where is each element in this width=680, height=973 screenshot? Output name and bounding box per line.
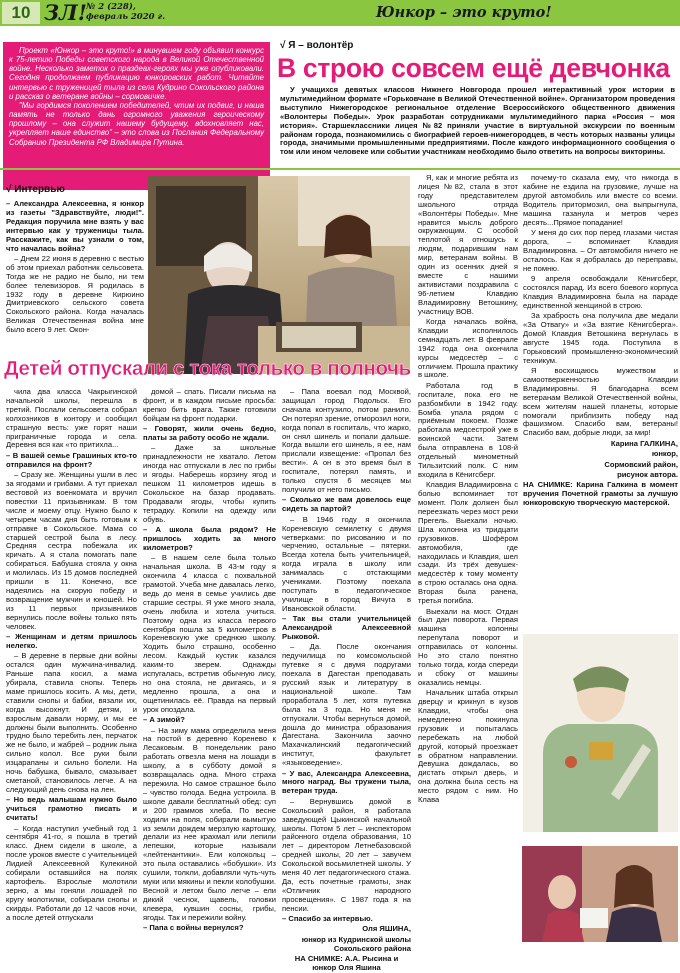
newspaper-logo: ЗЛ! (44, 0, 87, 25)
award-photo (522, 846, 678, 942)
article1-lead (280, 86, 675, 157)
question: – Папа с войны вернулся? (143, 922, 244, 932)
header-slogan: Юнкор – это круто! (376, 4, 552, 21)
question: – Так вы стали учительницей Александрой Алексеевной Рыжовой. (282, 614, 411, 641)
intro-paragraph: "Мы гордимся поколением победителей, чтим их подвиг, и наша память не только дань огромного уважения героическому прошлому – она служит нашему будущему, вдохновляет нас, укрепляет наше единство" – это слова из Послания Федеральному Собранию Президента РФ Владимира Путина. (9, 100, 264, 147)
article1-title: В строю совсем ещё девчонка (277, 53, 670, 83)
paragraph: – Папа воевал под Москвой, защищал город Подольск. Его сначала контузило, потом ранило. Он потерял зрение, отморозил ноги, когда попал в госпиталь, что жарко, он снял шинель и попали дальше. Когда вышли его шинель, я ее, нам прислали извещение: «Пропал без вести». А он в это время был в госпитале, потерял память, и только спустя 6 месяцев мы получили от него письмо. (282, 387, 411, 494)
question: – В вашей семье Грашиных кто-то отправился на фронт? (6, 450, 137, 469)
question: – Говорят, жили очень бедно, платы за работу особо не ждали. (143, 424, 276, 443)
author-drawing (523, 634, 678, 832)
paragraph: Клавдия Владимировна с болью вспоминает тот момент. Полк должен был переезжать через мост реки Прегель. Выехали ночью. Шла колонна из тридцати грузовиков. Шофёром автомобиля, где находилась и Клавдия, шел сзади. Из трёх девушек-медсестёр к тому моменту в строю осталась она одна. Вторая была ранена, третья погибла. (418, 480, 518, 606)
article2-intro-column (6, 200, 144, 354)
article2-rubric: √ Интервью (6, 184, 65, 195)
article2-column-1 (6, 388, 137, 941)
question: – Но ведь малышам нужно было учиться грамотно писать и считать! (6, 795, 137, 823)
paragraph: чила два класса Чакрыгинской начальной школы, перешла в третий. Послали сельсовета собрал колхозников в контору и сообщил страшную весть: уже горят наши приграничные города и села. Деревня вся как «то притихла... (6, 387, 137, 450)
paragraph: Я восхищаюсь мужеством и самоотверженностью Клавдии Владимировны. Я благодарна всем ветеранам Великой Отечественной войны, всем жителям нашей планеты, которые помогали приблизить победу над фашизмом. Спасибо вам, ветераны! Спасибо вам, добрые люди, за мир! (523, 366, 678, 438)
paragraph: – В нашем селе была только начальная школа. В 43-м году я окончила 4 класса с похвальной грамотой. Учеба мне давалась легко, ведь до меня в семье учились две старшие сестры. Я уже много знала, очень любила и хотела учиться. Поэтому одна из класса первого сентября пошла за 5 километров в Кореневскую уже среднюю школу. Ходить было страшно, особенно лесом. Каждый кустик казался каким-то зверем. Однажды испугалась, встретив обычную лису, но она стояла, не двигаясь, и я медленно прошла, а она и ощетинилась её. Правда на первый урок опоздала. (143, 553, 276, 714)
article1-column-a (418, 174, 518, 941)
question: – У вас, Александра Алексеевна, много наград. Вы тружени тыла, ветеран труда. (282, 768, 411, 796)
interview-photo (148, 176, 410, 374)
signature: НА СНИМКЕ: А.А. Рысина и юнкор Оля Яшина (294, 954, 399, 973)
paragraph: – На зиму мама определила меня на постой в деревню Коренево к Лесаковым. В понедельник рано работать отвезла меня на лошади в школу, а в субботу домой я возвращалась одна. Много страха пережила. Но самое страшное было – чувство голода. Бедна устроила. В школе давали бесплатный обед: суп и 200 граммов хлеба. По весне ходили на поля, собирали вымытую из земли дождем мерзлую картошку, делали из нее крахмал или лепили лепешки, которые называли «лейтенантики». Ели колокольц – это пыла оставались «бобушки». Из сушили, толкли, добавляли чуть-чуть муки или мякины и пекли колобушки. Весной и летом было легче – ели дикий чеснок, щавель, головки клевера, кувшин сосны, грибы, ягоды. Так и пережили войну. (143, 725, 276, 922)
paragraph: – Днем 22 июня в деревню с вестью об этом приехал работник сельсовета. Тогда же не радио не было, ни тем более телевизоров. Я родилась в 1932 году в деревне Кирюино Дмитриевского сельского совета Сокольского района. Когда началась Великая Отечественная война мне было всего 9 лет. Окон- (6, 253, 144, 335)
intro-paragraph: Проект «Юнкор – это круто!» в минувшем году объявил конкурс к 75-летию Победы советского народа в Великой Отечественной войне. Несколько заметок о праздеах-героях мы уже опубликовали. Сегодня продолжаем публикацию юнкоровских работ. Читайте интервью с труженицей тыла из села Кудрино Сокольского района и рассказ о ветеране войны – сормовичке. (9, 46, 264, 101)
paragraph: 9 апреля освобождали Кёнигсберг, состоялся парад. Из всего боевого корпуса Клавдия Владимировна была на параде единственной женщиной в строю. (523, 273, 678, 310)
signature: Карина ГАЛКИНА, (610, 438, 678, 448)
question: – Спасибо за интервью. (282, 914, 373, 924)
paragraph: – В деревне в первые дни войны остался один мужчина-инвалид. Раньше папа косил, а мама убирала, ставила снопы. Теперь маме пришлось косить. А мы, дети, ставили снопы и бабки, вязали их, когда высохнут. И детям, и взрослым давали норму, и мы ее должны были выполнить. Особенно трудно было теребить лен, перчаток же не было, и жабрей – родник лыка сильно колол. Все руки были изцарапаны и сильно болели. На ночь бабушка, бывало, смазывает сметаной, становилось легче. А на следующий день снова на лен. (6, 651, 137, 794)
page-number: 10 (2, 2, 40, 24)
article2-title: Детей отпускали с тока только в полночь (4, 357, 411, 380)
question: – А школа была рядом? Не пришлось ходить за много километров? (143, 525, 276, 552)
paragraph: – В 1946 году я окончила Кореневскую семилетку с двумя четверками: по рисованию и по черчению, остальные – пятерки. Всегда хотела быть учительницей, когда играла в школу или занималась с отстающими учениками. Поэтому поехала поступать в педагогическое училище в город Вичуга в Ивановской области. (282, 514, 411, 613)
issue-number: № 2 (228), (86, 2, 136, 12)
signature: юнкор из Кудринской школы Сокольского района (301, 934, 411, 953)
paragraph: Работала год в госпитале, пока его не разбомбили в 1942 году. Бомба упала рядом с приёмным покоем. Позже работала медсестрой уже в воинской части. Затем была отправлена в 108-й отдельный минометный Тильзитский полк. С ним входила в Кёнигсберг. (418, 380, 518, 479)
paragraph: Когда началась война, Клавдии исполнилось семнадцать лет. В феврале 1942 года она окончила курсы медсестёр – с отличием. Прошла практику в школе. (418, 317, 518, 380)
paragraph: Выехали на мост. Отдан был дан поворота. Первая машина колонны перепутала поворот и отправилась от колонны. Но это стало понятно только тогда, когда спереди и сбоку от машины оказались немцы. (418, 606, 518, 687)
paragraph: – Даже за школьные принадлежности не хватало. Летом иногда нас отпускали в лес по грибы и ягоды. Наберешь корзину ягод и пешком 11 километров идешь в Сокольское на базар продавать. Продавали ягоды, чтобы купить тетрадку. Копили на одежду или обувь. (143, 443, 276, 524)
signature: юнкор, (651, 449, 678, 459)
paragraph: – Когда наступил учебный год 1 сентября 41-го, я пошла в третий класс. Днем сидели в школе, а после уроков вместе с учительницей Лидией Алексеевной Кулекиной собирали оставшийся на полях картофель. Взрослые молотили зерно, а мы гоняли лошадей по кругу молотилки, собирали снопы и скирды. Работали до 12 часов ночи, а после детей отпускали (6, 823, 137, 922)
paragraph: домой – спать. Писали письма на фронт, и в каждом письме просьба: крепко бить врага. Также готовили бойцам на фронт подарки. (143, 387, 276, 423)
signature: Сормовский район, (604, 459, 678, 469)
paragraph: Я, как и многие ребята из лицея №82, стала в этот году представителем школьного отряда «Волонтёры Победы». Мне нравится мысль доброго окружающим. С особой теплотой я отношусь к людям, подарившим нам мир, ветеранам войны. В один из осенних дней я вместе с нашими активистами поздравила с 96-летием Клавдию Владимировну Ветошкину, участницу ВОВ. (418, 173, 518, 316)
signature: Оля ЯШИНА, (362, 924, 411, 934)
article2-column-3 (282, 387, 411, 973)
paragraph: У меня до сих пор перед глазами чистая дорога, – вспоминает Клавдия Владимировна. – От автомобиля ничего не осталось. Как я добралась до переправы, не помню. (523, 227, 678, 273)
paragraph: Начальник штаба открыл дверцу и крикнул в кузов Клавдии, чтобы она немедленно покинула грузовик и попыталась перебежать на любой другой, который проезжает в обратном направлении. Девушка дождалась, во дистать открыл дверь, и она должна была сесть на место рядом с ним. Но Клава (418, 688, 518, 805)
article1-rubric: √ Я – волонтёр (280, 40, 354, 51)
issue-info (86, 2, 165, 22)
issue-date: февраль 2020 г. (86, 12, 166, 22)
paragraph: За храбрость она получила две медали «За Отвагу» и «За взятие Кёнигсберга». Домой Клавдия Ветошкина вернулась в августе 1945 года. Поступила в Горьковский промышленно-экономический техникум. (523, 311, 678, 365)
article2-column-2 (143, 388, 276, 941)
question: – Александра Алексеевна, я юнкор из газеты "Здравствуйте, люди!". Редакция поручила мне взять у вас интервью как у труженицы тыла. Расскажите, как вы узнали о том, что началась война? (6, 199, 144, 253)
section-divider (0, 168, 680, 170)
paragraph: почему-то сказала ему, что никогда в кабине не ездила на грузовике, лучше на другой автомобиль или вместе со всеми. Водитель притормозил, она выпрыгнула, машина газанула и метров через десять...Прямое попадание! (523, 173, 678, 227)
question: – Сколько же вам довелось еще сидеть за партой? (282, 495, 411, 514)
signature: рисунок автора. (617, 470, 678, 479)
question: – Женщинам и детям пришлось нелегко. (6, 631, 137, 650)
paragraph: – Сразу же. Женщины ушли в лес за ягодами и грибами. А тут приехал вестовой из военкомата и вручил повестки 11 призывникам. В том числе и моему отцу. Нужно было к четырем часам дня быть готовым к отправке в Сокольское. Мама со старшей сестрой была в лесу. Средняя сестра побежала их кричать. А я стала помогать папе собираться. Бабушка стояла у окна и молилась. Из 15 домов последней пришли в 11. Конечно, все надеялись на скорую победу и возвращение мужчин и юношей. Но из 11 первых призывников вернулись после войны только пять человек. (6, 470, 137, 631)
article1-column-b (523, 174, 678, 632)
question: – А зимой? (143, 715, 185, 725)
paragraph: – Вернувшись домой в Сокольский район, я работала заведующей Цыкинской начальной школы. Потом 5 лет – инспектором районного отдела образования, 10 лет – директором Летнебазовской средней школы, 20 лет – завучем Сокольской восьмилетней школы. У меня 40 лет педагогического стажа. Да, есть почетные грамоты, знак «Отличник народного просвещения». С 1987 года я на пенсии. (282, 796, 411, 913)
article1-lead-text: У учащихся девятых классов Нижнего Новгорода прошел интерактивный урок истории в мультимедийном формате «Горьковчане в Великой Отечественной войне». Организатором проведения выступило Нижегородское региональное отделение Всероссийского общественного движения «Волонтеры Победы». Урок разработан сотрудниками мультимедийного парка «Россия – моя история». Старшеклассники лицея №82 приняли участие в виртуальной экскурсии по военным районам города, познакомились с биографией героев-нижегородцев, в честь которых названы улицы города, значимыми промышленными предприятиями. После каждого информационного сообщения о том или ином человеке или событии участникам необходимо было ответить на вопросы викторины. (280, 85, 675, 157)
paragraph: НА СНИМКЕ: Карина Галкина в момент вручения Почетной грамоты за лучшую юнкоровскую творческую мастерской. (523, 480, 678, 508)
paragraph: – Да. После окончания педучилища по комсомольской путевке я с двумя подругами поехала в Дагестан преподавать русский язык и литературу в национальной школе. Там проработала 5 лет, хотя путевка была на 3 года. Но меня не отпускали. Чтобы вернуться домой, дошла до министра образования Дагестана. Закончила заочно Махачкалинский педагогический институт, факультет «языковедение». (282, 642, 411, 768)
